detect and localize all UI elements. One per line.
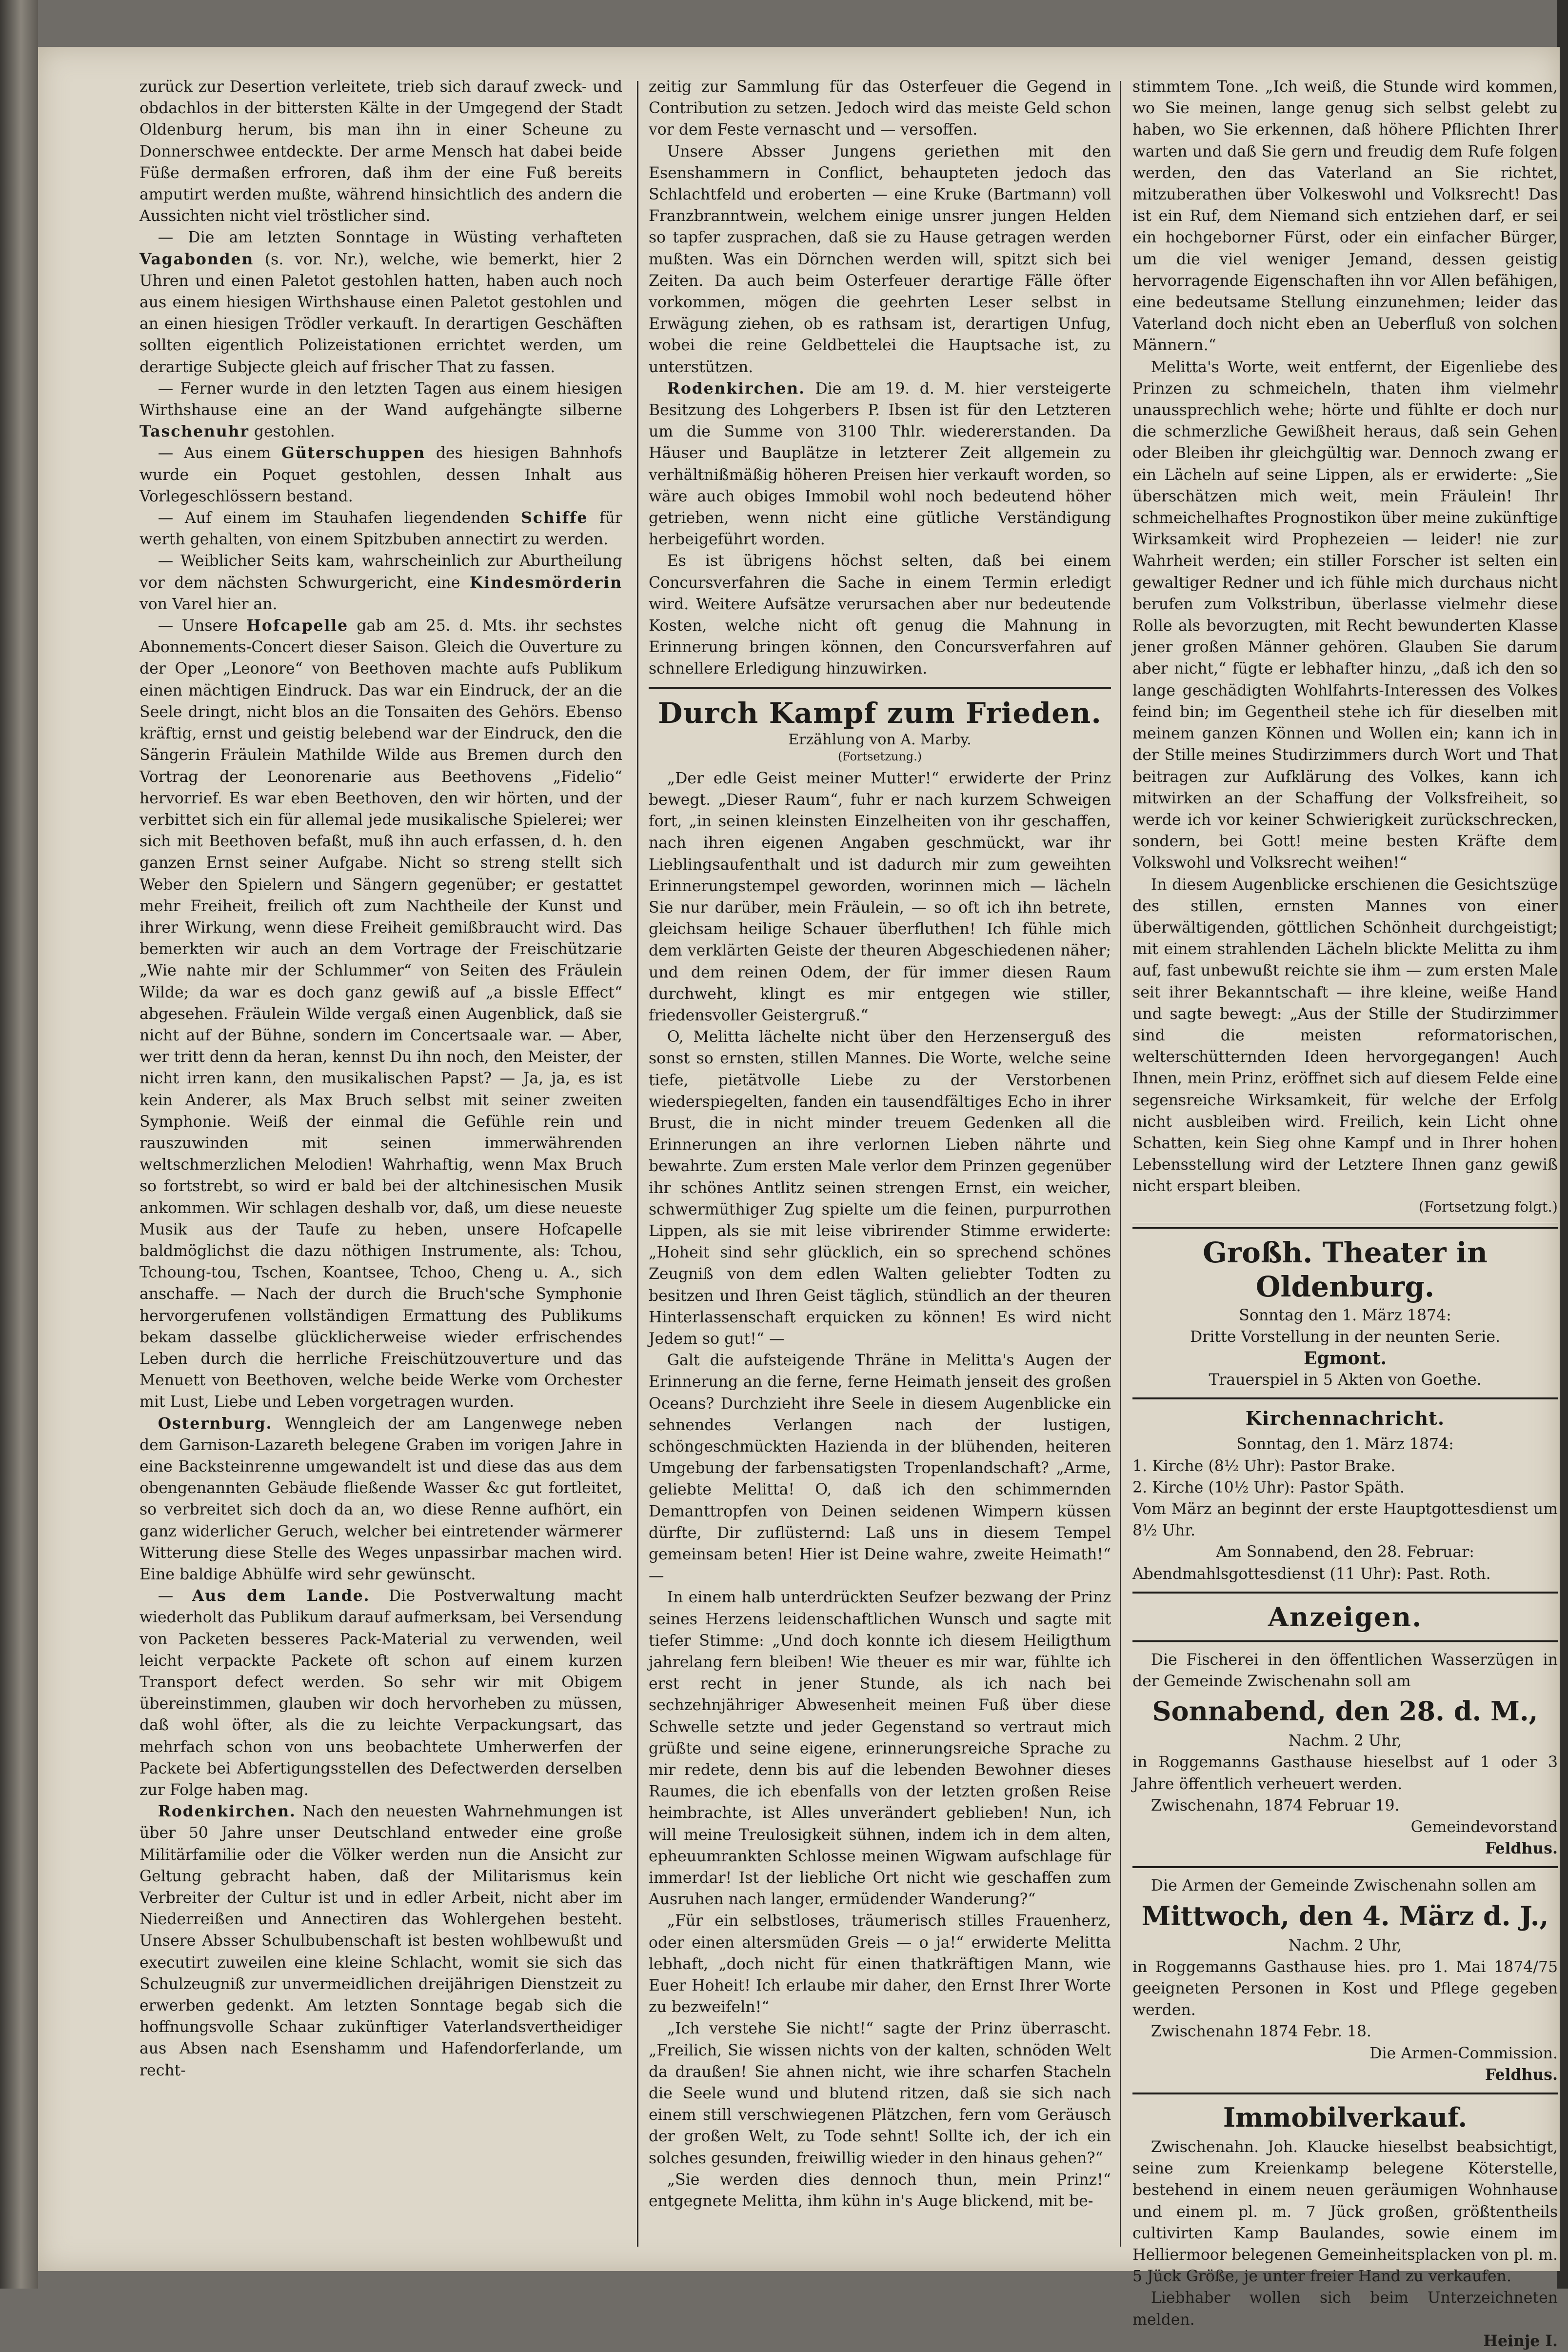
newspaper-page bbox=[38, 47, 1560, 2350]
paragraph-text: „Der edle Geist meiner Mutter!“ erwiderte der Prinz bewegt. „Dieser Raum“, fuhr er nach kurzem Schweigen fort, „in seinen kleinsten Einzelheiten von ihr geschaffen, nach ihren eigenen Angaben geschmückt, war ihr Lieblingsaufenthalt und ist dadurch mir zum geweihten Erinnerungstempel geworden, worinnen mich — lächeln Sie nur darüber, mein Fräulein, — so oft ich ihn betrete, gleichsam heilige Schauer überfluthen! Ich fühle mich dem verklärten Geiste der theuren Abgeschiedenen näher; und dem reinen Odem, der für immer diesen Raum durchweht, klingt es mir entgegen wie stiller, friedensvoller Geistergruß.“ bbox=[649, 769, 1111, 1024]
ad-body: in Roggemanns Gasthause hies. pro 1. Mai 1874/75 geeigneten Personen in Kost und Pflege gegeben werden. bbox=[1132, 1958, 1558, 2019]
paragraph-text: für werth gehalten, von einem Spitzbuben annectirt zu werden. bbox=[139, 509, 623, 549]
keyword: Aus dem Lande. bbox=[192, 1587, 370, 1605]
paragraph-lead: — Aus einem bbox=[158, 444, 271, 462]
church-line: 2. Kirche (10½ Uhr): Pastor Späth. bbox=[1132, 1478, 1405, 1496]
paragraph-lead: — bbox=[158, 1587, 174, 1605]
theatre-play: Egmont. bbox=[1303, 1348, 1387, 1369]
paragraph-text: Die am 19. d. M. hier versteigerte Besitzung des Lohgerbers P. Ibsen ist für den Letzteren um die Summe von 3100 Thlr. wiedererstanden. Da Häuser und Bauplätze in letzterer Zeit allgemein zu verhältnißmäßig höheren Preisen hier verkauft worden, so wäre auch obiges Immobil wohl noch bedeutend höher getrieben, wenn nicht eine gütliche Verständigung herbeigeführt worden. bbox=[649, 379, 1111, 549]
paragraph bbox=[649, 141, 1111, 378]
keyword: Kindesmörderin bbox=[470, 573, 623, 592]
paragraph bbox=[139, 378, 622, 443]
ad-body: in Roggemanns Gasthause hieselbst auf 1 oder 3 Jahre öffentlich verheuert werden. bbox=[1132, 1754, 1558, 1793]
ad-intro: Die Fischerei in den öffentlichen Wasserzügen in der Gemeinde Zwischenahn soll am bbox=[1132, 1651, 1558, 1690]
paragraph-lead: — Die am letzten Sonntage in Wüsting verhafteten bbox=[158, 229, 622, 247]
paragraph bbox=[139, 507, 622, 550]
paragraph bbox=[139, 1801, 622, 2081]
theatre-date: Sonntag den 1. März 1874: bbox=[1239, 1306, 1451, 1324]
column-rule bbox=[1120, 81, 1121, 2247]
theatre-title: Großh. Theater in Oldenburg. bbox=[1203, 1236, 1488, 1303]
ad-place: Zwischenahn, 1874 Februar 19. bbox=[1151, 1796, 1400, 1814]
church-line: Vom März an beginnt der erste Hauptgottesdienst um 8½ Uhr. bbox=[1132, 1500, 1558, 1540]
column-local-news bbox=[139, 76, 622, 2256]
keyword: Rodenkirchen. bbox=[667, 379, 805, 398]
ad-body: Zwischenahn. Joh. Klaucke hieselbst beabsichtigt, seine zum Kreienkamp belegene Köterstelle, bestehend in einem neuen geräumigen Wohnhause und einem pl. m. 7 Jück großen, größtentheils cultivirten Kamp Baulandes, sowie einem im Helliermoor belegenen Gemeinheitsplacken von pl. m. 5 Jück Größe, je unter freier Hand zu verkaufen. bbox=[1132, 2138, 1558, 2286]
ad-signature: Feldhus. bbox=[1485, 2065, 1558, 2084]
ad-property-sale bbox=[1132, 2101, 1558, 2352]
theatre-notice bbox=[1132, 1236, 1558, 1391]
paragraph-text: gab am 25. d. Mts. ihr sechstes Abonnements-Concert dieser Saison. Gleich die Ouverture zu der Oper „Leonore“ von Beethoven machte aufs Publikum einen mächtigen Eindruck. Das war ein Eindruck, der an die Seele dringt, nicht blos an die Tonsaiten des Gehörs. Ebenso kräftig, ernst und geistig belebend war der Eindruck, den die Sängerin Fräulein Mathilde Wilde aus Bremen durch den Vortrag der Leonorenarie aus Beethovens „Fidelio“ hervorrief. Es war eben Beethoven, den wir hörten, und der verbittet sich ein für allemal jede musikalische Spielerei; wer sich mit Beethoven befaßt, muß ihn auch erfassen, d. h. den ganzen Ernst seiner Aufgabe. Nicht so streng stellt sich Weber den Spielern und Sängern gegenüber; er gestattet mehr Freiheit, freilich oft zum Nachtheile der Kunst und ihrer Wirkung, wenn diese Freiheit gemißbraucht wird. Das bemerkten wir auch an dem Vortrage der Freischützarie „Wie nahte mir der Schlummer“ von Seiten des Fräulein Wilde; da war es doch ganz gewiß auf „a bissle Effect“ abgesehen. Fräulein Wilde vergaß einen Augenblick, daß sie nicht auf der Bühne, sondern im Concertsaale war. — Aber, wer tritt denn da heran, kennst Du ihn noch, den Meister, der nicht irren kann, den musikalischen Papst? — Ja, ja, es ist kein Anderer, als Max Bruch selbst mit seiner zweiten Symphonie. Weiß der einmal die Gefühle rein und rauszuwinden mit seinen immerwährenden weltschmerzlichen Melodien! Wahrhaftig, wenn Max Bruch so fortstrebt, so wird er bald bei der altchinesischen Musik ankommen. Wir schlagen deshalb vor, daß, um diese neueste Musik aus der Taufe zu heben, unsere Hofcapelle baldmöglichst die dazu nöthigen Instrumente, als: Tchou, Tchoung-tou, Tschen, Koantsee, Tchoo, Cheng u. A., sich anschaffe. — Nach der durch die Bruch'sche Symphonie hervorgerufenen vollständigen Ermattung des Publikums bekam dasselbe glücklicherweise wieder erfrischendes Leben durch die herrliche Freischützouverture und das Menuett von Beethoven, welche beide Werke vom Orchester mit Lust, Liebe und Leben vorgetragen wurden. bbox=[139, 617, 623, 1411]
paragraph bbox=[139, 442, 622, 507]
theatre-genre: Trauerspiel in 5 Akten von Goethe. bbox=[1209, 1371, 1482, 1389]
paragraph bbox=[1132, 357, 1558, 874]
keyword: Osternburg. bbox=[158, 1414, 273, 1433]
church-line: 1. Kirche (8½ Uhr): Pastor Brake. bbox=[1132, 1457, 1396, 1475]
column-middle bbox=[649, 76, 1111, 2256]
keyword: Vagabonden bbox=[139, 250, 254, 268]
church-line: Abendmahlsgottesdienst (11 Uhr): Past. Roth. bbox=[1132, 1565, 1491, 1583]
paragraph-text: „Sie werden dies dennoch thun, mein Prinz!“ entgegnete Melitta, ihm kühn in's Auge blickend, mit be- bbox=[649, 2171, 1111, 2211]
paragraph bbox=[649, 1910, 1111, 2018]
paragraph-text: Melitta's Worte, weit entfernt, der Eigenliebe des Prinzen zu schmeicheln, thaten ihm vielmehr unaussprechlich wehe; hörte und fühlte er doch nur die schmerzliche Gewißheit heraus, daß sein Gehen oder Bleiben ihr gleichgültig war. Dennoch zwang er ein Lächeln auf seine Lippen, als er erwiderte: „Sie überschätzen mich weit, mein Fräulein! Ihr schmeichelhaftes Prognostikon über meine zukünftige Wirksamkeit wird Prophezeien — leider! nie zur Wahrheit werden; ein stiller Forscher ist selten ein gewaltiger Redner und ich fühle mich durchaus nicht berufen zum Volkstribun, überlasse vielmehr diese Rolle als bevorzugten, mit Recht bewunderten Klasse jener großen Männer gehören. Glauben Sie darum aber nicht,“ fügte er lebhafter hinzu, „daß ich den so lange geschädigten Wohlfahrts-Interessen des Volkes feind bin; im Gegentheil stehe ich für dieselben mit meinem ganzen Können und Wollen ein; kann ich in der Stille meines Studirzimmers durch Wort und That beitragen zur Aufklärung des Volkes, kann ich mitwirken an der Schaffung der Volksfreiheit, so werde ich vor keiner Schwierigkeit zurückschrecken, sondern, bei Gott! meine besten Kräfte dem Volkswohl und Volksrecht weihen!“ bbox=[1132, 358, 1558, 872]
keyword: Schiffe bbox=[521, 509, 588, 527]
section-divider bbox=[1132, 1866, 1558, 1868]
church-line: Am Sonnabend, den 28. Februar: bbox=[1216, 1543, 1474, 1561]
paragraph bbox=[649, 1026, 1111, 1350]
paragraph-lead: — Ferner wurde in den letzten Tagen aus einem hiesigen Wirthshause eine an der Wand aufgehängte silberne bbox=[139, 379, 622, 419]
ad-fishery bbox=[1132, 1649, 1558, 1860]
church-date: Sonntag, den 1. März 1874: bbox=[1236, 1435, 1454, 1454]
paragraph-text: stimmtem Tone. „Ich weiß, die Stunde wird kommen, wo Sie meinen, lange genug sich selbst gelebt zu haben, wo Sie erkennen, daß höhere Pflichten Ihrer warten und daß Sie gern und freudig dem Rufe folgen werden, den das Vaterland an Sie richtet, mitzuberathen über Volkeswohl und Volksrecht! Das ist ein Ruf, dem Niemand sich entziehen darf, er sei ein hochgeborner Fürst, oder ein einfacher Bürger, um die viel weniger Jemand, dessen geistig hervorragende Eigenschaften ihn vor Allen befähigen, eine bedeutsame Stellung einzunehmen; leider das Vaterland doch nicht eben an Ueberfluß von solchen Männern.“ bbox=[1132, 78, 1558, 355]
serial-title: Durch Kampf zum Frieden. bbox=[658, 696, 1102, 730]
section-divider bbox=[1132, 2093, 1558, 2094]
serial-text-continued bbox=[1132, 76, 1558, 1197]
section-divider bbox=[649, 687, 1111, 689]
ad-time: Nachm. 2 Uhr, bbox=[1288, 1732, 1402, 1750]
section-divider bbox=[1132, 1397, 1558, 1399]
serial-continued-note: (Fortsetzung.) bbox=[837, 749, 922, 763]
paragraph-text: Galt die aufsteigende Thräne in Melitta's Augen der Erinnerung an die ferne, ferne Heimath jenseit des großen Oceans? Durchzieht ihre Seele in diesem Augenblicke ein sehnendes Verlangen nach der lustigen, schöngeschmückten Hazienda in der blühenden, heiteren Umgebung der farbensatigsten Tropenlandschaft? „Arme, geliebte Melitta! O, daß ich den schimmernden Demanttropfen von Deinen seidenen Wimpern küssen dürfte, Dir zuflüsternd: Laß uns in diesem Tempel gemeinsam beten! Hier ist Deine wahre, zweite Heimath!“ — bbox=[649, 1352, 1111, 1585]
paragraph-text: zurück zur Desertion verleitete, trieb sich darauf zweck- und obdachlos in der bittersten Kälte in der Umgegend der Stadt Oldenburg herum, bis man ihn in einer Scheune zu Donnerschwee entdeckte. Der arme Mensch hat dabei beide Füße dermaßen erfroren, daß ihm der eine Fuß bereits amputirt werden mußte, während hinsichtlich des andern die Aussichten nicht viel tröstlicher sind. bbox=[139, 78, 622, 225]
paragraph-text: In einem halb unterdrückten Seufzer bezwang der Prinz seines Herzens leidenschaftlichen Wunsch und sagte mit tiefer Stimme: „Und doch konnte ich diesem Heiligthum jahrelang fern bleiben! Wie theuer es mir war, fühlte ich erst recht in jener Stunde, als ich nach bei sechzehnjähriger Abwesenheit meinen Fuß über diese Schwelle setzte und jeder Gegenstand so vertraut mich grüßte und seine eigene, erinnerungsreiche Sprache zu mir redete, denn bis auf die lebenden Bewohner dieses Raumes, die ich ebenfalls von der letzten großen Reise heimbrachte, ist Alles unverändert geblieben! Nun, ich will meine Treulosigkeit sühnen, indem ich in dem alten, epheuumrankten Schlosse meinen Wigwam aufschlage für immerdar! Ist der liebliche Ort nicht wie geschaffen zum Ausruhen nach langer, ermüdender Wanderung?“ bbox=[649, 1589, 1111, 1909]
paragraph-text: des hiesigen Bahnhofs wurde ein Poquet gestohlen, dessen Inhalt aus Vorlegeschlössern bestand. bbox=[139, 444, 622, 505]
paragraph-text: O, Melitta lächelte nicht über den Herzenserguß des sonst so ernsten, stillen Mannes. Die Worte, welche seine tiefe, pietätvolle Liebe zu der Verstorbenen wiederspiegelten, fanden ein tausendfältiges Echo in ihrer Brust, die in nicht minder treuem Gedenken all die Erinnerungen an ihre verlornen Lieben nährte und bewahrte. Zum ersten Male verlor dem Prinzen gegenüber ihr schönes Antlitz seinen strengen Ernst, ein weicher, schwermüthiger Zug spielte um die feinen, purpurrothen Lippen, als sie mit leise vibrirender Stimme erwiderte: „Hoheit sind sehr glücklich, ein so sprechend schönes Zeugniß von dem edlen Walten geliebter Todten zu besitzen und Ihren Geist täglich, stündlich an der theuren Hinterlassenschaft erquicken zu können! Es wird nicht Jedem so gut!“ — bbox=[649, 1028, 1111, 1348]
paragraph bbox=[139, 76, 622, 227]
paragraph bbox=[139, 550, 622, 615]
paragraph-text: Es ist übrigens höchst selten, daß bei einem Concursverfahren die Sache in einem Termin erledigt wird. Weitere Aufsätze verursachen aber nur bedeutende Kosten, welche nicht oft genug die Mahnung in Erinnerung bringen können, den Concursverfahren auf schnellere Erledigung hinzuwirken. bbox=[649, 552, 1111, 678]
paragraph bbox=[1132, 76, 1558, 357]
ad-date: Sonnabend, den 28. d. M., bbox=[1152, 1695, 1538, 1727]
paragraph-text: In diesem Augenblicke erschienen die Gesichtszüge des stillen, ernsten Mannes von einer überwältigenden, göttlichen Schönheit durchgeistigt; mit einem strahlenden Lächeln blickte Melitta zu ihm auf, fast unbewußt reichte sie ihm — zum ersten Male seit ihrer Bekanntschaft — ihre kleine, weiße Hand und sagte bewegt: „Aus der Stille der Studirzimmer sind die meisten reformatorischen, welterschütternden Ideen hervorgegangen! Auch Ihnen, mein Prinz, eröffnet sich auf diesem Felde eine segensreiche Wirksamkeit, für welche der Erfolg nicht ausbleiben wird. Freilich, kein Licht ohne Schatten, kein Sieg ohne Kampf und in Ihrer hohen Lebensstellung wird der Letztere Ihnen ganz gewiß nicht erspart bleiben. bbox=[1132, 876, 1558, 1196]
paragraph-text: Nach den neuesten Wahrnehmungen ist über 50 Jahre unser Deutschland entweder eine große Militärfamilie oder die Völker werden nun die Ansicht zur Geltung gebracht haben, daß der Militarismus kein Verbreiter der Cultur ist und in edler Arbeit, nicht aber im Niederreißen und Annectiren das Wohlergehen besteht. Unsere Absser Schulbubenschaft ist besten wohlbewußt und executirt zuweilen eine kleine Schlacht, womit sie sich das Schulzeugniß zur unvermeidlichen dreijährigen Dienstzeit zu erwerben gedenkt. Am letzten Sonntage begab sich die hoffnungsvolle Schaar zukünftiger Vaterlandsvertheidiger aus Absen nach Esenshamm und Hafendorferlande, um recht- bbox=[139, 1803, 622, 2079]
column-right bbox=[1132, 76, 1558, 2350]
ad-place: Zwischenahn 1874 Febr. 18. bbox=[1151, 2023, 1371, 2041]
paragraph bbox=[649, 2018, 1111, 2169]
section-divider bbox=[1132, 1223, 1558, 1229]
keyword: Güterschuppen bbox=[281, 444, 426, 462]
keyword: Taschenuhr bbox=[139, 422, 249, 441]
paragraph bbox=[649, 768, 1111, 1026]
paragraph-text: Unsere Absser Jungens geriethen mit den Esenshammern in Conflict, behaupteten jedoch das Schlachtfeld und eroberten — eine Kruke (Bartmann) voll Franzbranntwein, welchem einige unsrer jungen Helden so tapfer zusprachen, daß sie zu Hause getragen werden mußten. Was ein Dörnchen werden will, spitzt sich bei Zeiten. Da auch beim Osterfeuer derartige Fälle öfter vorkommen, mögen die geehrten Leser selbst in Erwägung ziehen, ob es rathsam ist, derartigen Unfug, wobei die reine Geldbettelei die Hauptsache ist, zu unterstützen. bbox=[649, 142, 1111, 376]
paragraph-text: „Ich verstehe Sie nicht!“ sagte der Prinz überrascht. „Freilich, Sie wissen nichts von der kalten, schnöden Welt da draußen! Sie ahnen nicht, wie ihre scharfen Stacheln die Seele wund und blutend ritzen, daß sie sich nach einem still verschwiegenen Plätzchen, fern vom Geräusch der großen Welt, zu Tode sehnt! Sollte ich, der ich ein solches gesunden, freiwillig wieder in den hinaus gehen?“ bbox=[649, 2020, 1111, 2167]
ad-title: Immobilverkauf. bbox=[1223, 2102, 1468, 2133]
paragraph bbox=[649, 378, 1111, 551]
paragraph-text: Wenngleich der am Langenwege neben dem Garnison-Lazareth belegene Graben im vorigen Jahre in eine Backsteinrenne umgewandelt ist und diese das aus dem obengenannten Gebäude fließende Wasser &c gut fortleitet, so verbreitet sich doch da an, wo diese Renne aufhört, ein ganz widerlicher Geruch, welcher bei eintretender wärmerer Witterung diese Stelle des Weges unpassirbar machen wird. Eine baldige Abhülfe wird sehr gewünscht. bbox=[139, 1415, 622, 1584]
paragraph-text: zeitig zur Sammlung für das Osterfeuer die Gegend in Contribution zu setzen. Jedoch wird das meiste Geld schon vor dem Feste vernascht und — versoffen. bbox=[649, 78, 1111, 139]
paragraph-text: „Für ein selbstloses, träumerisch stilles Frauenherz, oder einen altersmüden Greis — o ja!“ erwiderte Melitta lebhaft, „doch nicht für einen thatkräftigen Mann, wie Euer Hoheit! Ich erlaube mir daher, den Ernst Ihrer Worte zu bezweifeln!“ bbox=[649, 1912, 1111, 2016]
ad-time: Nachm. 2 Uhr, bbox=[1288, 1936, 1402, 1954]
serial-text bbox=[649, 768, 1111, 2212]
paragraph bbox=[649, 1350, 1111, 1587]
section-divider bbox=[1132, 1640, 1558, 1642]
paragraph bbox=[649, 76, 1111, 141]
serial-author: Erzählung von A. Marby. bbox=[788, 731, 972, 748]
paragraph bbox=[649, 2169, 1111, 2212]
ad-date: Mittwoch, den 4. März d. J., bbox=[1141, 1900, 1549, 1932]
paragraph-lead: — Auf einem im Stauhafen liegendenden bbox=[158, 509, 510, 527]
book-binding bbox=[0, 0, 38, 2289]
ad-signature: Feldhus. bbox=[1485, 1839, 1558, 1858]
ad-note: Liebhaber wollen sich beim Unterzeichneten melden. bbox=[1132, 2289, 1558, 2329]
section-divider bbox=[1132, 1592, 1558, 1594]
column-rule bbox=[637, 81, 638, 2247]
keyword: Hofcapelle bbox=[246, 617, 349, 635]
paragraph-text: (s. vor. Nr.), welche, wie bemerkt, hier 2 Uhren und einen Paletot gestohlen hatten, haben auch noch aus einem hiesigen Wirthshause einen Paletot gestohlen und an einen hiesigen Trödler verkauft. In derartigen Geschäften sollten eigentlich Polizeistationen errichtet werden, um derartige Subjecte gleich auf frischer That zu fassen. bbox=[139, 250, 622, 376]
keyword: Rodenkirchen. bbox=[158, 1802, 296, 1821]
ads-title: Anzeigen. bbox=[1268, 1601, 1423, 1633]
church-title: Kirchennachricht. bbox=[1245, 1407, 1445, 1430]
paragraph bbox=[139, 615, 622, 1413]
paragraph bbox=[139, 1585, 622, 1801]
paragraph bbox=[649, 1587, 1111, 1910]
paragraph bbox=[139, 1413, 622, 1586]
paragraph-text: Die Postverwaltung macht wiederholt das Publikum darauf aufmerksam, bei Versendung von Packeten besseres Pack-Material zu verwenden, weil leicht verpackte Packete oft schon auf einem kurzen Transport defect werden. So sehr wir mit Obigem übereinstimmen, glauben wir doch hervorheben zu müssen, daß wohl öfter, als die zu leichte Verpackungsart, das mehrfach schon von uns beobachtete Umherwerfen der Packete bei Abfertigungsstellen des Defectwerden derselben zur Folge haben mag. bbox=[139, 1587, 622, 1799]
paragraph-lead: — Weiblicher Seits kam, wahrscheinlich zur Aburtheilung vor dem nächsten Schwurgericht, eine bbox=[139, 552, 622, 592]
paragraph-lead: — Unsere bbox=[158, 617, 238, 635]
paragraph-text: gestohlen. bbox=[254, 423, 335, 441]
paragraph-text: von Varel hier an. bbox=[139, 595, 278, 613]
ad-poor-care bbox=[1132, 1875, 1558, 2086]
serial-to-be-continued: (Fortsetzung folgt.) bbox=[1418, 1198, 1558, 1215]
ad-signature: Heinje I. bbox=[1483, 2332, 1558, 2350]
ad-intro: Die Armen der Gemeinde Zwischenahn sollen am bbox=[1151, 1877, 1536, 1895]
paragraph bbox=[1132, 874, 1558, 1197]
church-notice bbox=[1132, 1406, 1558, 1584]
ad-org: Die Armen-Commission. bbox=[1370, 2044, 1558, 2062]
local-news-continued bbox=[649, 76, 1111, 680]
ad-org: Gemeindevorstand bbox=[1410, 1818, 1558, 1836]
theatre-series: Dritte Vorstellung in der neunten Serie. bbox=[1190, 1328, 1500, 1346]
paragraph bbox=[649, 550, 1111, 679]
paragraph bbox=[139, 227, 622, 378]
